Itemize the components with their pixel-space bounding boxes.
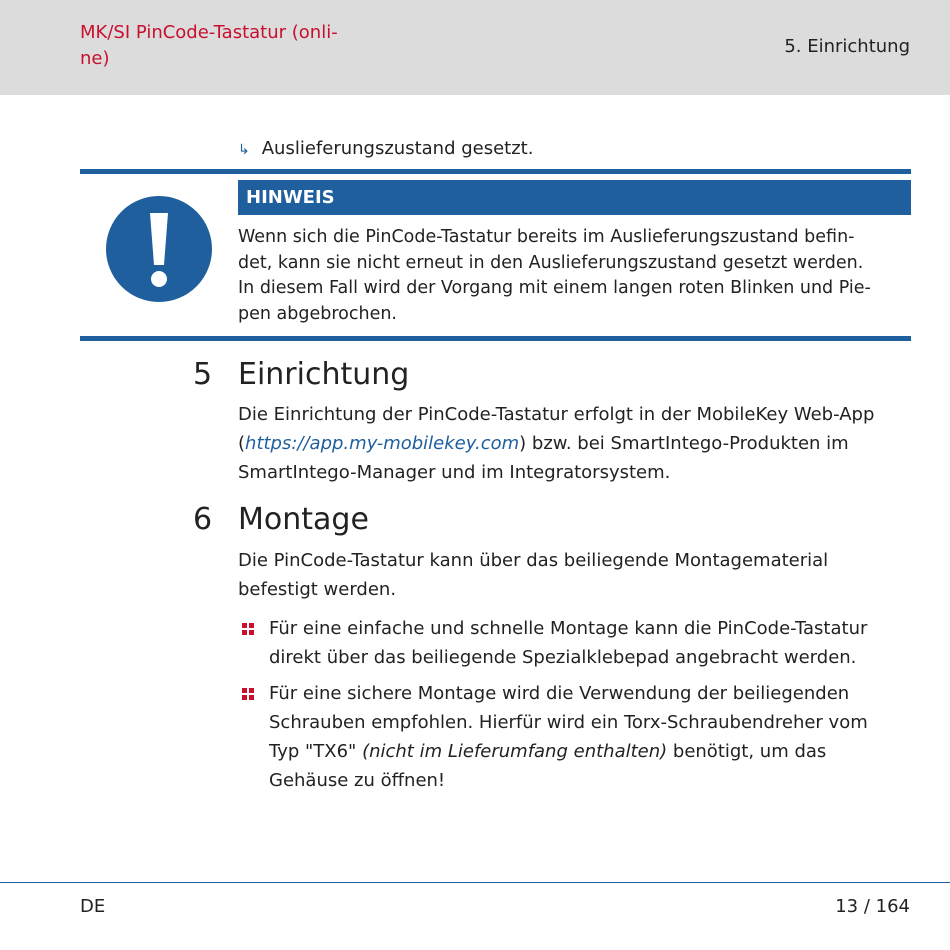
section-5-text-after: ) bzw. bei SmartIntego-Produkten im SmartIntego-Manager und im Integratorsystem.: [238, 433, 849, 483]
notice-top-rule: [80, 169, 911, 174]
bullet-squares-icon: [242, 688, 254, 700]
section-5-text: [238, 400, 918, 487]
section-6-number: 6: [193, 502, 213, 537]
list-item-text: Für eine einfache und schnelle Montage kann die PinCode-Tastatur direkt über das beiliegende Spezialklebepad angebracht werden.: [269, 618, 868, 668]
bullet-squares-icon: [242, 623, 254, 635]
document-title: MK/SI PinCode-Tastatur (onli- ne): [80, 22, 338, 69]
notice-label: HINWEIS: [238, 180, 911, 215]
exclamation-icon: [103, 193, 215, 305]
chapter-reference: 5. Einrichtung: [784, 36, 910, 57]
list-item-text: [269, 679, 908, 795]
footer-rule: [0, 882, 950, 883]
list-item: [238, 614, 908, 672]
section-6-intro: Die PinCode-Tastatur kann über das beiliegende Montagematerial befestigt werden.: [238, 550, 829, 600]
footer-page-number: 13 / 164: [835, 896, 910, 917]
section-5-title: Einrichtung: [238, 357, 410, 392]
section-5-text-before: Die Einrichtung der PinCode-Tastatur erfolgt in der MobileKey Web-App (: [238, 404, 875, 454]
list-item-italic-note: (nicht im Lieferumfang enthalten): [362, 741, 668, 762]
list-item: [238, 679, 908, 795]
list-item-text-after: benötigt, um das Gehäuse zu öffnen!: [269, 741, 827, 791]
section-5-number: 5: [193, 357, 213, 392]
result-text: Auslieferungszustand gesetzt.: [261, 138, 534, 159]
result-arrow-icon: ↳: [238, 142, 250, 158]
list-item-text-before: Für eine sichere Montage wird die Verwendung der beiliegenden Schrauben empfohlen. Hierfür wird ein Torx-Schraubendreher vom Typ "TX6": [269, 683, 868, 762]
notice-text: Wenn sich die PinCode-Tastatur bereits im Auslieferungszustand befin- det, kann sie nicht erneut in den Auslieferungszustand gesetzt werden. In diesem Fall wird der Vorgang mit einem langen roten Blinken und Pie- pen abgebrochen.: [238, 227, 871, 324]
section-6-title: Montage: [238, 502, 369, 537]
footer-language: DE: [80, 896, 106, 917]
web-app-link[interactable]: https://app.my-mobilekey.com: [245, 433, 520, 454]
notice-bottom-rule: [80, 336, 911, 341]
page-header: [0, 0, 950, 95]
result-line: [238, 136, 533, 163]
